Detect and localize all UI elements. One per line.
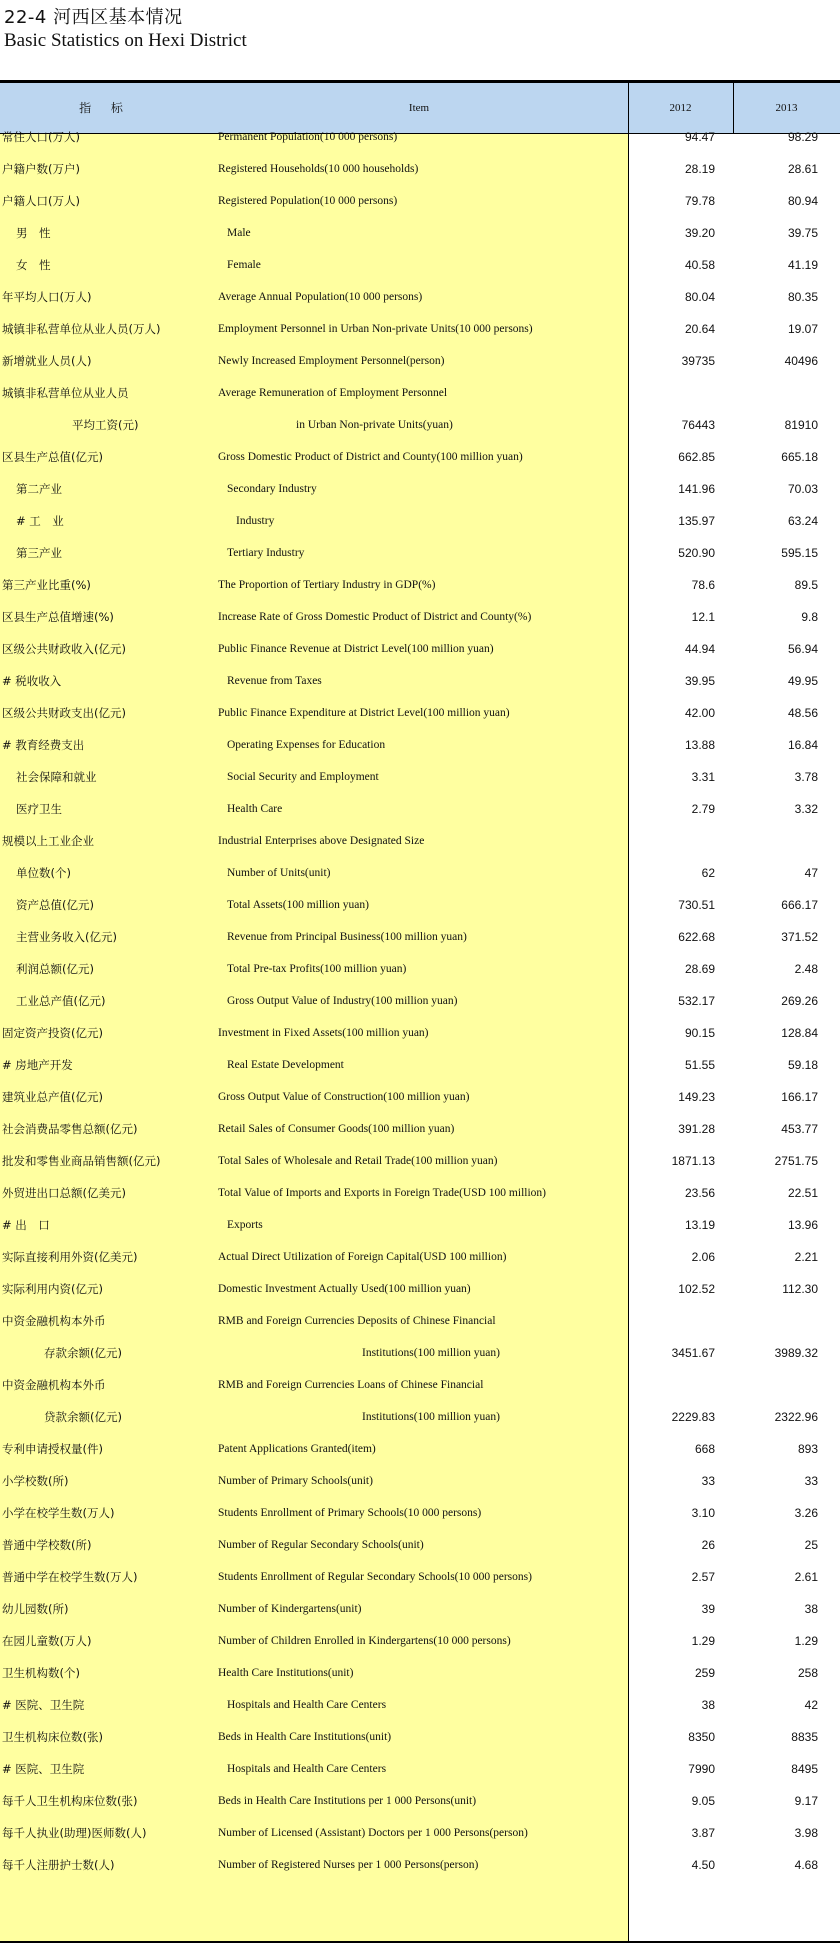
row-value-2013: 8835 bbox=[791, 1730, 818, 1744]
row-indicator-cn: 区县生产总值(亿元) bbox=[2, 450, 103, 464]
row-value-2013: 80.35 bbox=[787, 290, 818, 304]
row-value-2012: 622.68 bbox=[678, 930, 715, 944]
row-value-2012: 20.64 bbox=[684, 322, 715, 336]
row-item-en: Beds in Health Care Institutions per 1 000 Persons(unit) bbox=[218, 1795, 477, 1807]
row-value-2012: 28.19 bbox=[684, 162, 715, 176]
table-row bbox=[0, 1817, 840, 1849]
row-value-2013: 2751.75 bbox=[774, 1154, 818, 1168]
row-value-2012: 39735 bbox=[681, 354, 715, 368]
row-indicator-cn: 户籍人口(万人) bbox=[2, 194, 80, 208]
row-value-2013: 81910 bbox=[784, 418, 818, 432]
table-row bbox=[0, 1561, 840, 1593]
table-row bbox=[0, 473, 840, 505]
header-year-2012: 2012 bbox=[669, 102, 692, 114]
row-value-2012: 80.04 bbox=[684, 290, 715, 304]
row-value-2013: 70.03 bbox=[787, 482, 818, 496]
row-item-en: Number of Units(unit) bbox=[227, 867, 331, 879]
row-indicator-cn: 常住人口(万人) bbox=[2, 130, 80, 144]
row-indicator-cn: 第三产业 bbox=[16, 546, 62, 560]
row-item-en: Revenue from Principal Business(100 million yuan) bbox=[227, 931, 467, 943]
row-indicator-cn: 男 性 bbox=[16, 226, 51, 240]
table-row bbox=[0, 857, 840, 889]
row-indicator-cn: # 医院、卫生院 bbox=[2, 1762, 85, 1776]
row-value-2012: 2.79 bbox=[691, 802, 715, 816]
row-indicator-cn: 小学在校学生数(万人) bbox=[2, 1506, 115, 1520]
row-value-2013: 40496 bbox=[784, 354, 818, 368]
table-row bbox=[0, 249, 840, 281]
row-item-en: Total Sales of Wholesale and Retail Trade(100 million yuan) bbox=[218, 1155, 498, 1167]
row-value-2012: 28.69 bbox=[684, 962, 715, 976]
table-row bbox=[0, 1401, 840, 1433]
row-value-2012: 520.90 bbox=[678, 546, 715, 560]
row-value-2013: 56.94 bbox=[787, 642, 818, 656]
row-item-en: Number of Children Enrolled in Kindergartens(10 000 persons) bbox=[218, 1635, 511, 1647]
row-item-en: Employment Personnel in Urban Non-private Units(10 000 persons) bbox=[218, 323, 533, 335]
row-item-en: Number of Primary Schools(unit) bbox=[218, 1475, 373, 1487]
row-indicator-cn: # 教育经费支出 bbox=[2, 738, 85, 752]
row-value-2013: 3.98 bbox=[794, 1826, 818, 1840]
row-value-2012: 39.20 bbox=[684, 226, 715, 240]
row-item-en: Hospitals and Health Care Centers bbox=[227, 1699, 387, 1711]
row-value-2012: 7990 bbox=[688, 1762, 715, 1776]
row-indicator-cn: 外贸进出口总额(亿美元) bbox=[2, 1186, 126, 1200]
row-value-2012: 1871.13 bbox=[671, 1154, 715, 1168]
row-item-en: Exports bbox=[227, 1219, 263, 1231]
row-value-2012: 90.15 bbox=[684, 1026, 715, 1040]
row-item-en: Students Enrollment of Primary Schools(10 000 persons) bbox=[218, 1507, 482, 1519]
row-value-2013: 80.94 bbox=[787, 194, 818, 208]
row-value-2013: 38 bbox=[804, 1602, 818, 1616]
row-value-2013: 13.96 bbox=[787, 1218, 818, 1232]
table-row bbox=[0, 1785, 840, 1817]
row-item-en: Gross Output Value of Construction(100 million yuan) bbox=[218, 1091, 470, 1103]
row-item-en: The Proportion of Tertiary Industry in GDP(%) bbox=[218, 579, 436, 591]
row-value-2013 bbox=[735, 1369, 818, 1401]
table-row bbox=[0, 665, 840, 697]
row-item-en: Institutions(100 million yuan) bbox=[362, 1411, 500, 1423]
row-item-en: Number of Licensed (Assistant) Doctors per 1 000 Persons(person) bbox=[218, 1827, 528, 1839]
row-indicator-cn: 卫生机构床位数(张) bbox=[2, 1730, 103, 1744]
row-item-en: Number of Kindergartens(unit) bbox=[218, 1603, 362, 1615]
row-value-2012: 668 bbox=[694, 1442, 715, 1456]
row-value-2013: 3.26 bbox=[794, 1506, 818, 1520]
row-value-2013 bbox=[735, 1305, 818, 1337]
row-value-2013: 258 bbox=[797, 1666, 818, 1680]
row-indicator-cn: 城镇非私营单位从业人员(万人) bbox=[2, 322, 161, 336]
table-row bbox=[0, 121, 840, 153]
row-item-en: Students Enrollment of Regular Secondary Schools(10 000 persons) bbox=[218, 1571, 532, 1583]
row-value-2013: 371.52 bbox=[781, 930, 818, 944]
table-row bbox=[0, 1241, 840, 1273]
row-indicator-cn: 医疗卫生 bbox=[16, 802, 62, 816]
table-row bbox=[0, 729, 840, 761]
table-row bbox=[0, 1849, 840, 1881]
row-value-2012: 1.29 bbox=[691, 1634, 715, 1648]
table-row bbox=[0, 217, 840, 249]
row-indicator-cn: 中资金融机构本外币 bbox=[2, 1378, 106, 1392]
table-row bbox=[0, 1305, 840, 1337]
row-value-2013: 63.24 bbox=[787, 514, 818, 528]
row-item-en: Social Security and Employment bbox=[227, 771, 379, 783]
row-value-2013: 269.26 bbox=[781, 994, 818, 1008]
table-title-cn: 22-4 河西区基本情况 bbox=[4, 7, 183, 28]
row-value-2012: 2229.83 bbox=[671, 1410, 715, 1424]
row-value-2013: 4.68 bbox=[794, 1858, 818, 1872]
row-value-2013: 25 bbox=[804, 1538, 818, 1552]
row-indicator-cn: 平均工资(元) bbox=[72, 418, 139, 432]
table-row bbox=[0, 1369, 840, 1401]
row-item-en: Male bbox=[227, 227, 251, 239]
row-value-2012 bbox=[628, 377, 715, 409]
header-item-en: Item bbox=[408, 102, 430, 114]
table-row bbox=[0, 1433, 840, 1465]
row-value-2013: 98.29 bbox=[787, 130, 818, 144]
row-value-2013: 16.84 bbox=[787, 738, 818, 752]
table-row bbox=[0, 1081, 840, 1113]
row-indicator-cn: 年平均人口(万人) bbox=[2, 290, 92, 304]
row-item-en: RMB and Foreign Currencies Deposits of Chinese Financial bbox=[218, 1315, 496, 1327]
table-row bbox=[0, 921, 840, 953]
row-value-2012: 44.94 bbox=[684, 642, 715, 656]
row-value-2012: 39.95 bbox=[684, 674, 715, 688]
row-item-en: Industry bbox=[236, 515, 275, 527]
table-row bbox=[0, 1529, 840, 1561]
table-title-en: Basic Statistics on Hexi District bbox=[4, 30, 247, 51]
row-value-2012: 391.28 bbox=[678, 1122, 715, 1136]
row-value-2013: 2.61 bbox=[794, 1570, 818, 1584]
row-indicator-cn: 小学校数(所) bbox=[2, 1474, 69, 1488]
row-indicator-cn: 存款余额(亿元) bbox=[44, 1346, 122, 1360]
table-row bbox=[0, 793, 840, 825]
row-value-2012: 149.23 bbox=[678, 1090, 715, 1104]
row-indicator-cn: 固定资产投资(亿元) bbox=[2, 1026, 103, 1040]
row-value-2013: 595.15 bbox=[781, 546, 818, 560]
row-value-2013: 9.8 bbox=[801, 610, 818, 624]
row-value-2013: 3.78 bbox=[794, 770, 818, 784]
row-value-2013: 665.18 bbox=[781, 450, 818, 464]
row-value-2012: 40.58 bbox=[684, 258, 715, 272]
row-value-2012: 38 bbox=[701, 1698, 715, 1712]
row-indicator-cn: 利润总额(亿元) bbox=[16, 962, 94, 976]
row-item-en: Domestic Investment Actually Used(100 million yuan) bbox=[218, 1283, 471, 1295]
row-item-en: Actual Direct Utilization of Foreign Capital(USD 100 million) bbox=[218, 1251, 507, 1263]
row-indicator-cn: 卫生机构数(个) bbox=[2, 1666, 80, 1680]
row-value-2012 bbox=[628, 1305, 715, 1337]
row-item-en: Operating Expenses for Education bbox=[227, 739, 386, 751]
row-value-2013: 19.07 bbox=[787, 322, 818, 336]
row-value-2012: 662.85 bbox=[678, 450, 715, 464]
row-value-2012: 8350 bbox=[688, 1730, 715, 1744]
row-indicator-cn: 工业总产值(亿元) bbox=[16, 994, 106, 1008]
row-item-en: Total Assets(100 million yuan) bbox=[227, 899, 369, 911]
row-value-2013: 2322.96 bbox=[774, 1410, 818, 1424]
table-row bbox=[0, 1337, 840, 1369]
row-value-2012: 13.88 bbox=[684, 738, 715, 752]
table-row bbox=[0, 697, 840, 729]
row-indicator-cn: 区县生产总值增速(%) bbox=[2, 610, 114, 624]
row-value-2013: 128.84 bbox=[781, 1026, 818, 1040]
row-indicator-cn: # 房地产开发 bbox=[2, 1058, 73, 1072]
row-item-en: Newly Increased Employment Personnel(person) bbox=[218, 355, 445, 367]
table-row bbox=[0, 889, 840, 921]
row-value-2012: 4.50 bbox=[691, 1858, 715, 1872]
row-value-2013: 453.77 bbox=[781, 1122, 818, 1136]
row-indicator-cn: 每千人卫生机构床位数(张) bbox=[2, 1794, 138, 1808]
row-value-2013: 1.29 bbox=[794, 1634, 818, 1648]
table-row bbox=[0, 537, 840, 569]
table-row bbox=[0, 1593, 840, 1625]
row-value-2012 bbox=[628, 825, 715, 857]
row-indicator-cn: 贷款余额(亿元) bbox=[44, 1410, 122, 1424]
row-value-2012: 79.78 bbox=[684, 194, 715, 208]
row-value-2012: 12.1 bbox=[691, 610, 715, 624]
table-row bbox=[0, 825, 840, 857]
row-value-2013: 8495 bbox=[791, 1762, 818, 1776]
table-row bbox=[0, 1145, 840, 1177]
row-item-en: Tertiary Industry bbox=[227, 547, 305, 559]
row-item-en: Registered Households(10 000 households) bbox=[218, 163, 419, 175]
row-value-2013: 166.17 bbox=[781, 1090, 818, 1104]
row-item-en: Health Care bbox=[227, 803, 283, 815]
row-indicator-cn: 每千人执业(助理)医师数(人) bbox=[2, 1826, 147, 1840]
row-item-en: Patent Applications Granted(item) bbox=[218, 1443, 376, 1455]
row-value-2013: 9.17 bbox=[794, 1794, 818, 1808]
row-indicator-cn: 普通中学校数(所) bbox=[2, 1538, 92, 1552]
statistics-table bbox=[0, 80, 840, 1943]
row-item-en: Average Remuneration of Employment Personnel bbox=[218, 387, 448, 399]
row-value-2012: 259 bbox=[694, 1666, 715, 1680]
row-value-2012: 730.51 bbox=[678, 898, 715, 912]
table-row bbox=[0, 985, 840, 1017]
row-value-2012: 3.31 bbox=[691, 770, 715, 784]
row-value-2013: 28.61 bbox=[787, 162, 818, 176]
row-indicator-cn: # 医院、卫生院 bbox=[2, 1698, 85, 1712]
row-item-en: Gross Domestic Product of District and County(100 million yuan) bbox=[218, 451, 523, 463]
table-row bbox=[0, 153, 840, 185]
row-value-2013: 39.75 bbox=[787, 226, 818, 240]
row-value-2012: 141.96 bbox=[678, 482, 715, 496]
row-item-en: Health Care Institutions(unit) bbox=[218, 1667, 354, 1679]
row-indicator-cn: 单位数(个) bbox=[16, 866, 71, 880]
row-indicator-cn: 户籍户数(万户) bbox=[2, 162, 80, 176]
table-row bbox=[0, 505, 840, 537]
row-value-2013: 2.21 bbox=[794, 1250, 818, 1264]
row-item-en: Beds in Health Care Institutions(unit) bbox=[218, 1731, 392, 1743]
row-value-2013: 2.48 bbox=[794, 962, 818, 976]
row-item-en: in Urban Non-private Units(yuan) bbox=[296, 419, 453, 431]
table-row bbox=[0, 1113, 840, 1145]
row-indicator-cn: 资产总值(亿元) bbox=[16, 898, 94, 912]
table-row bbox=[0, 601, 840, 633]
row-value-2013: 42 bbox=[804, 1698, 818, 1712]
row-indicator-cn: 第三产业比重(%) bbox=[2, 578, 91, 592]
row-item-en: RMB and Foreign Currencies Loans of Chinese Financial bbox=[218, 1379, 484, 1391]
row-indicator-cn: 主营业务收入(亿元) bbox=[16, 930, 117, 944]
row-indicator-cn: # 出 口 bbox=[2, 1218, 50, 1232]
row-value-2013: 3989.32 bbox=[774, 1346, 818, 1360]
row-value-2013: 59.18 bbox=[787, 1058, 818, 1072]
row-value-2013: 33 bbox=[804, 1474, 818, 1488]
row-indicator-cn: 社会消费品零售总额(亿元) bbox=[2, 1122, 138, 1136]
row-indicator-cn: 实际直接利用外资(亿美元) bbox=[2, 1250, 138, 1264]
table-row bbox=[0, 1273, 840, 1305]
row-value-2012: 2.06 bbox=[691, 1250, 715, 1264]
table-row bbox=[0, 409, 840, 441]
row-value-2012: 33 bbox=[701, 1474, 715, 1488]
row-value-2013: 3.32 bbox=[794, 802, 818, 816]
row-item-en: Permanent Population(10 000 persons) bbox=[218, 131, 398, 143]
row-item-en: Female bbox=[227, 259, 261, 271]
row-indicator-cn: 第二产业 bbox=[16, 482, 62, 496]
table-row bbox=[0, 1753, 840, 1785]
row-indicator-cn: 在园儿童数(万人) bbox=[2, 1634, 92, 1648]
row-indicator-cn: 区级公共财政支出(亿元) bbox=[2, 706, 126, 720]
row-indicator-cn: 区级公共财政收入(亿元) bbox=[2, 642, 126, 656]
row-item-en: Hospitals and Health Care Centers bbox=[227, 1763, 387, 1775]
row-value-2013: 48.56 bbox=[787, 706, 818, 720]
row-value-2012 bbox=[628, 1369, 715, 1401]
row-value-2012: 23.56 bbox=[684, 1186, 715, 1200]
row-item-en: Registered Population(10 000 persons) bbox=[218, 195, 398, 207]
table-row bbox=[0, 313, 840, 345]
row-indicator-cn: 专利申请授权量(件) bbox=[2, 1442, 103, 1456]
row-value-2012: 3451.67 bbox=[671, 1346, 715, 1360]
row-value-2013: 49.95 bbox=[787, 674, 818, 688]
row-value-2013: 89.5 bbox=[794, 578, 818, 592]
table-row bbox=[0, 441, 840, 473]
table-row bbox=[0, 569, 840, 601]
row-indicator-cn: 新增就业人员(人) bbox=[2, 354, 92, 368]
table-row bbox=[0, 1177, 840, 1209]
table-row bbox=[0, 345, 840, 377]
header-year-2013: 2013 bbox=[775, 102, 798, 114]
row-item-en: Increase Rate of Gross Domestic Product of District and County(%) bbox=[218, 611, 532, 623]
row-item-en: Number of Registered Nurses per 1 000 Persons(person) bbox=[218, 1859, 479, 1871]
row-value-2012: 39 bbox=[701, 1602, 715, 1616]
row-indicator-cn: 女 性 bbox=[16, 258, 51, 272]
row-value-2012: 78.6 bbox=[691, 578, 715, 592]
row-indicator-cn: 实际利用内资(亿元) bbox=[2, 1282, 103, 1296]
row-indicator-cn: 幼儿园数(所) bbox=[2, 1602, 69, 1616]
table-row bbox=[0, 953, 840, 985]
row-item-en: Gross Output Value of Industry(100 million yuan) bbox=[227, 995, 458, 1007]
row-item-en: Total Value of Imports and Exports in Foreign Trade(USD 100 million) bbox=[218, 1187, 546, 1199]
row-indicator-cn: 城镇非私营单位从业人员 bbox=[2, 386, 129, 400]
row-value-2013: 112.30 bbox=[782, 1282, 818, 1296]
row-value-2013 bbox=[735, 377, 818, 409]
row-item-en: Real Estate Development bbox=[227, 1059, 344, 1071]
table-row bbox=[0, 1017, 840, 1049]
row-indicator-cn: # 税收收入 bbox=[2, 674, 62, 688]
header-indicator-cn: 指 标 bbox=[79, 101, 131, 115]
row-item-en: Revenue from Taxes bbox=[227, 675, 322, 687]
row-value-2012: 42.00 bbox=[684, 706, 715, 720]
row-item-en: Secondary Industry bbox=[227, 483, 317, 495]
row-indicator-cn: 社会保障和就业 bbox=[16, 770, 97, 784]
table-row bbox=[0, 377, 840, 409]
row-item-en: Retail Sales of Consumer Goods(100 million yuan) bbox=[218, 1123, 455, 1135]
row-indicator-cn: 中资金融机构本外币 bbox=[2, 1314, 106, 1328]
row-item-en: Total Pre-tax Profits(100 million yuan) bbox=[227, 963, 407, 975]
row-item-en: Investment in Fixed Assets(100 million yuan) bbox=[218, 1027, 429, 1039]
row-value-2013 bbox=[735, 825, 818, 857]
row-value-2012: 26 bbox=[701, 1538, 715, 1552]
row-value-2012: 2.57 bbox=[691, 1570, 715, 1584]
table-row bbox=[0, 1465, 840, 1497]
row-indicator-cn: 批发和零售业商品销售额(亿元) bbox=[2, 1154, 161, 1168]
table-row bbox=[0, 1657, 840, 1689]
row-value-2012: 102.52 bbox=[678, 1282, 715, 1296]
row-value-2013: 22.51 bbox=[787, 1186, 818, 1200]
row-value-2013: 41.19 bbox=[787, 258, 818, 272]
table-row bbox=[0, 1497, 840, 1529]
row-value-2012: 9.05 bbox=[691, 1794, 715, 1808]
row-item-en: Industrial Enterprises above Designated Size bbox=[218, 835, 425, 847]
table-row bbox=[0, 1689, 840, 1721]
row-value-2012: 13.19 bbox=[684, 1218, 715, 1232]
row-indicator-cn: 规模以上工业企业 bbox=[2, 834, 94, 848]
row-item-en: Average Annual Population(10 000 persons) bbox=[218, 291, 423, 303]
row-item-en: Public Finance Revenue at District Level(100 million yuan) bbox=[218, 643, 494, 655]
row-value-2012: 532.17 bbox=[678, 994, 715, 1008]
table-row bbox=[0, 1721, 840, 1753]
row-item-en: Institutions(100 million yuan) bbox=[362, 1347, 500, 1359]
row-value-2012: 94.47 bbox=[684, 130, 715, 144]
row-value-2012: 76443 bbox=[681, 418, 715, 432]
row-item-en: Public Finance Expenditure at District Level(100 million yuan) bbox=[218, 707, 510, 719]
row-indicator-cn: 建筑业总产值(亿元) bbox=[2, 1090, 103, 1104]
table-row bbox=[0, 1049, 840, 1081]
row-item-en: Number of Regular Secondary Schools(unit) bbox=[218, 1539, 424, 1551]
table-row bbox=[0, 185, 840, 217]
table-row bbox=[0, 1209, 840, 1241]
row-value-2013: 47 bbox=[804, 866, 818, 880]
row-indicator-cn: # 工 业 bbox=[16, 514, 64, 528]
row-indicator-cn: 每千人注册护士数(人) bbox=[2, 1858, 115, 1872]
table-bottom-rule bbox=[0, 1941, 840, 1943]
row-indicator-cn: 普通中学在校学生数(万人) bbox=[2, 1570, 138, 1584]
table-row bbox=[0, 633, 840, 665]
row-value-2013: 893 bbox=[797, 1442, 818, 1456]
table-row bbox=[0, 281, 840, 313]
row-value-2013: 666.17 bbox=[781, 898, 818, 912]
table-row bbox=[0, 1625, 840, 1657]
row-value-2012: 3.10 bbox=[691, 1506, 715, 1520]
table-row bbox=[0, 761, 840, 793]
row-value-2012: 62 bbox=[701, 866, 715, 880]
row-value-2012: 3.87 bbox=[691, 1826, 715, 1840]
row-value-2012: 51.55 bbox=[684, 1058, 715, 1072]
row-value-2012: 135.97 bbox=[678, 514, 715, 528]
